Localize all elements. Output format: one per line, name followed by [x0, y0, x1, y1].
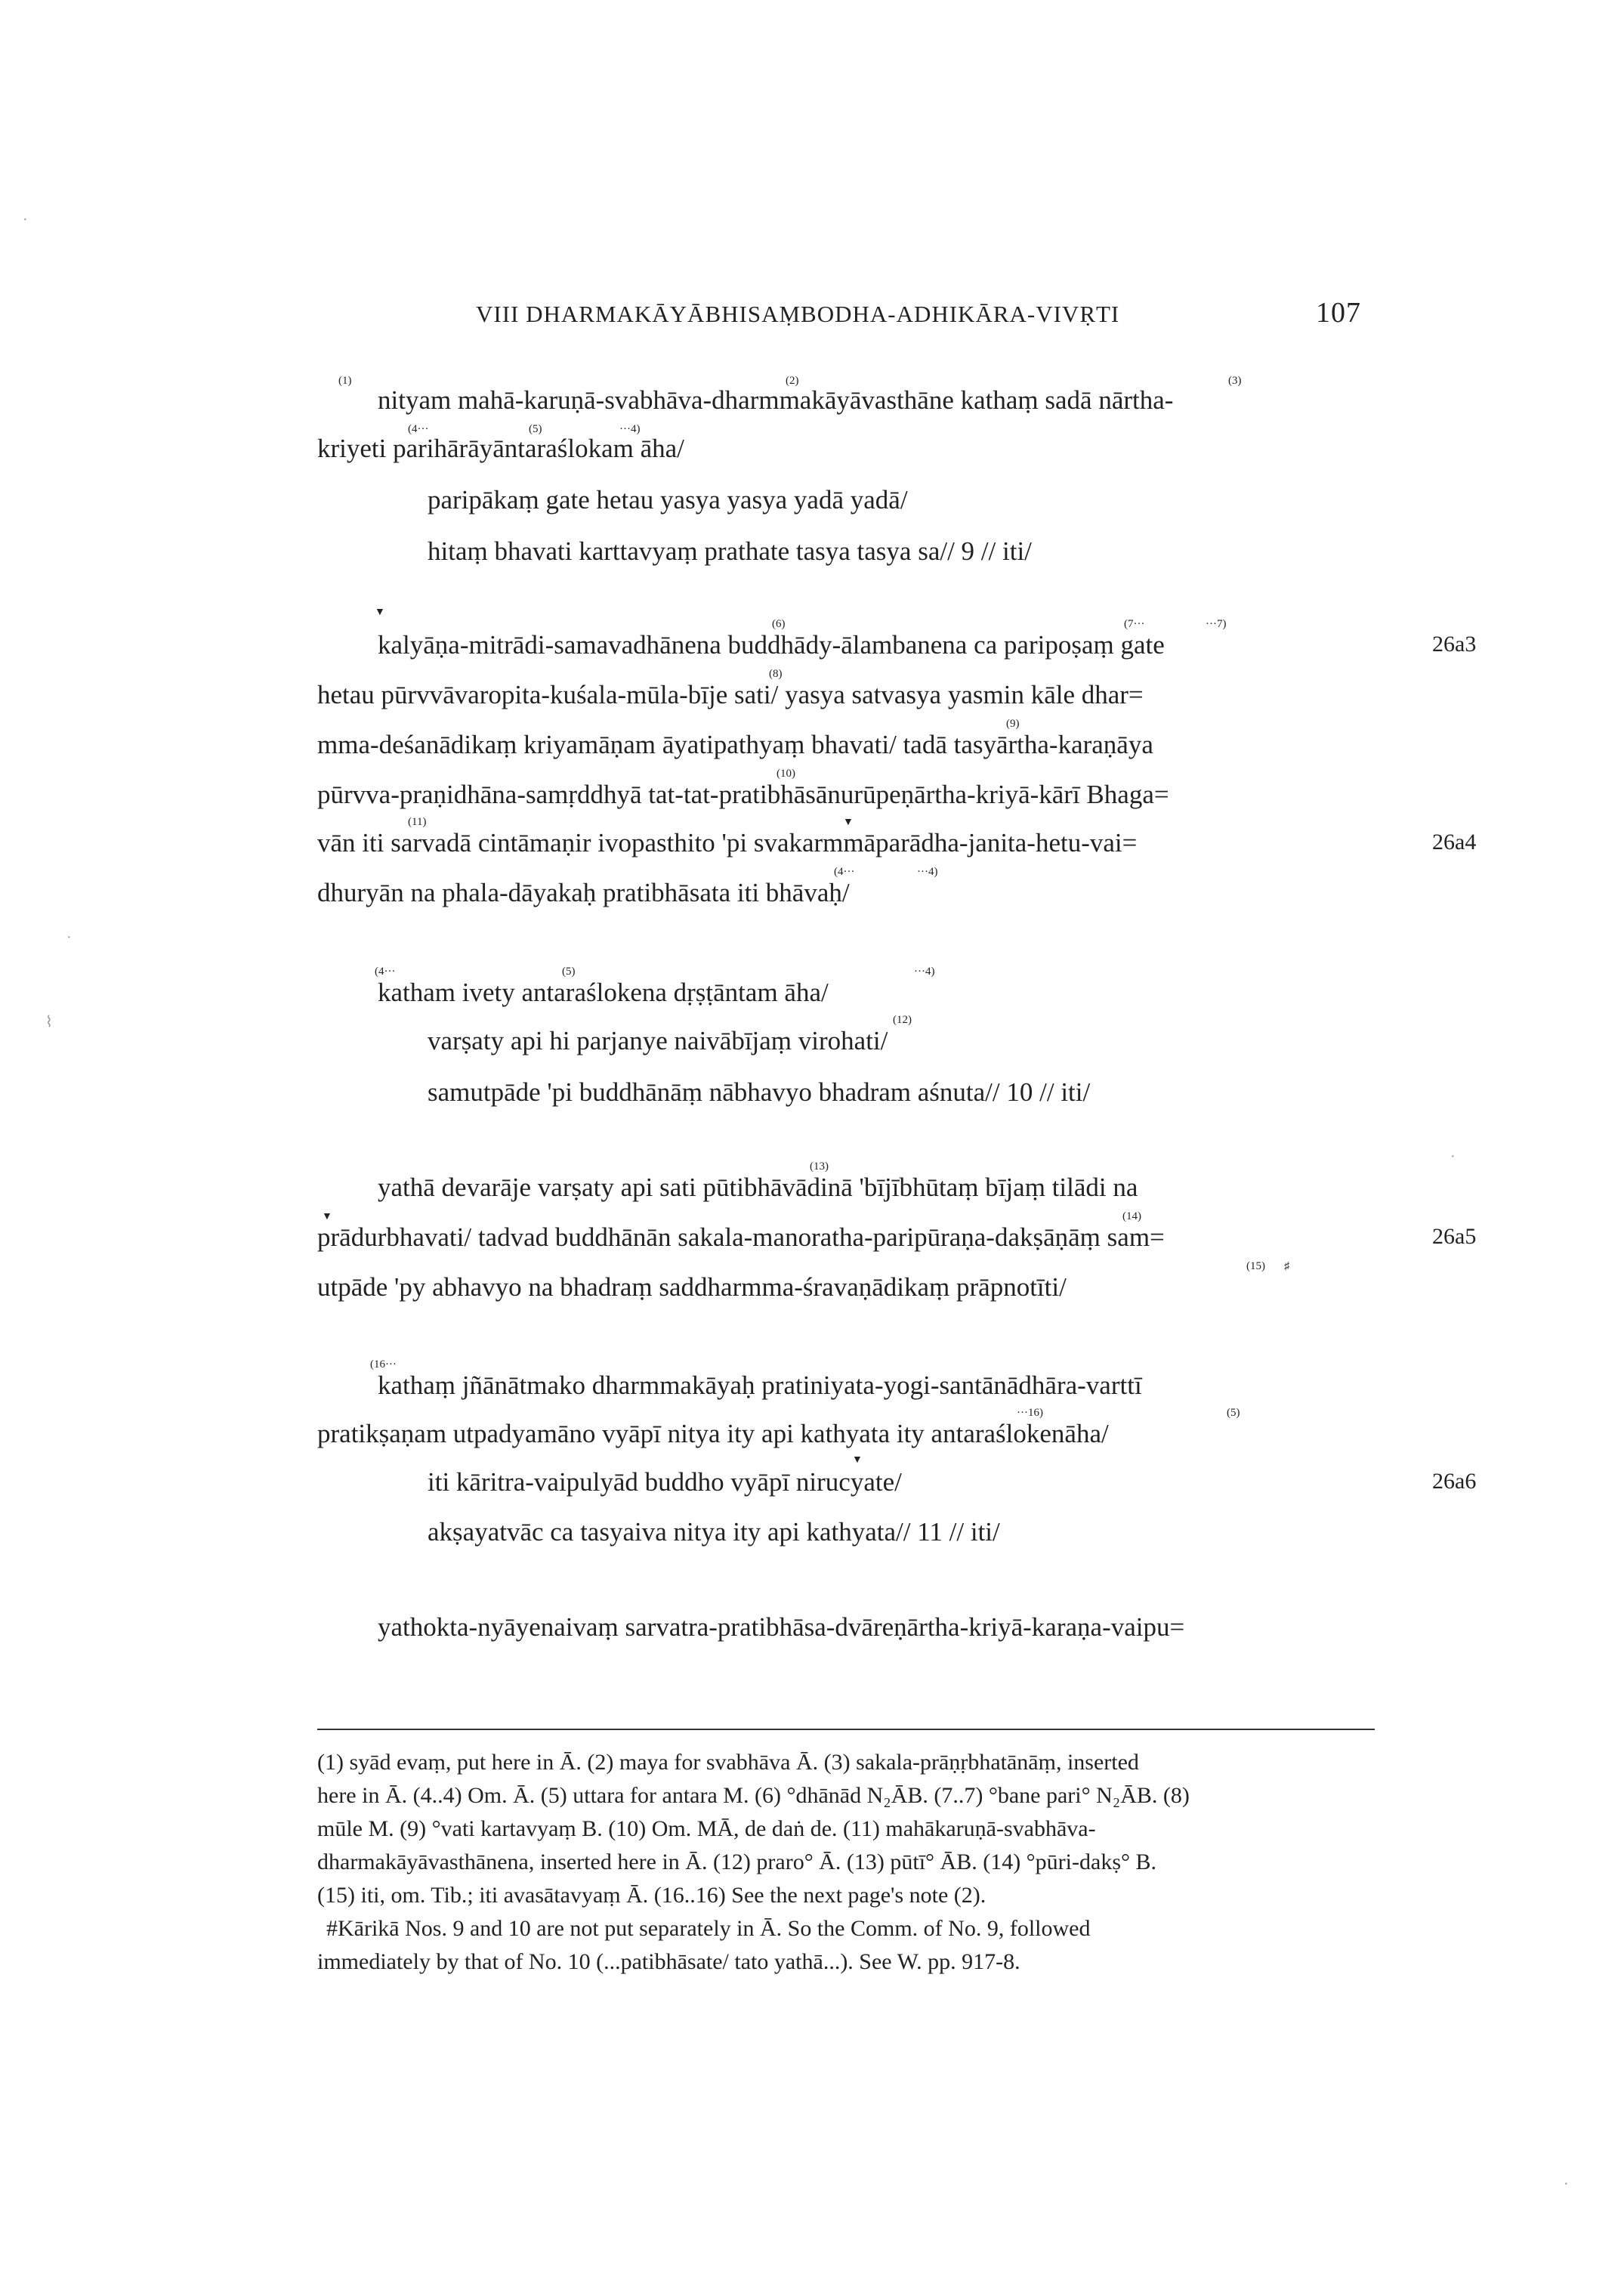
verse-line: paripākaṃ gate hetau yasya yasya yadā yadā/ [428, 485, 908, 515]
footnote-line: #Kārikā Nos. 9 and 10 are not put separately in Ā. So the Comm. of No. 9, followed [326, 1916, 1091, 1941]
footnote-line: (15) iti, om. Tib.; iti avasātavyaṃ Ā. (16..16) See the next page's note (2). [317, 1883, 986, 1908]
fn-mark: (16··· [370, 1358, 397, 1370]
text-line: pratikṣaṇam utpadyamāno vyāpī nitya ity api kathyata ity antaraślokenāha/ [317, 1419, 1109, 1448]
footnote-line: immediately by that of No. 10 (...patibhāsate/ tato yathā...). See W. pp. 917-8. [317, 1949, 1020, 1974]
scan-speck: · [1450, 1148, 1456, 1165]
footnote-line: mūle M. (9) °vati kartavyaṃ B. (10) Om. MĀ, de daṅ de. (11) mahākaruṇā-svabhāva- [317, 1816, 1096, 1841]
text-line: vān iti sarvadā cintāmaṇir ivopasthito 'pi svakarmmāparādha-janita-hetu-vai= [317, 828, 1138, 858]
fn-mark: (13) [810, 1160, 829, 1173]
fn-mark: ···7) [1206, 618, 1227, 630]
text-line: kalyāṇa-mitrādi-samavadhānena buddhādy-ālambanena ca paripoṣaṃ gate [378, 630, 1165, 660]
fn-mark: ···16) [1017, 1407, 1043, 1419]
text-line: katham ivety antaraślokena dṛṣṭāntam āha/ [378, 978, 829, 1007]
fn-mark: (8) [769, 668, 783, 680]
verse-line: akṣayatvāc ca tasyaiva nitya ity api kathyata// 11 // iti/ [428, 1517, 1000, 1547]
margin-ref: 26a6 [1432, 1469, 1477, 1494]
scan-speck: · [1564, 2176, 1569, 2192]
fn-mark: (4··· [375, 966, 396, 978]
page-number: 107 [1316, 297, 1361, 329]
text-line: utpāde 'py abhavyo na bhadraṃ saddharmma-śravaṇādikaṃ prāpnotīti/ [317, 1272, 1067, 1302]
fn-mark: ···4) [619, 423, 641, 435]
footnote-line: (1) syād evaṃ, put here in Ā. (2) maya for svabhāva Ā. (3) sakala-prāṇṛbhatānāṃ, inserted [317, 1750, 1139, 1775]
footnote-line: here in Ā. (4..4) Om. Ā. (5) uttara for antara M. (6) °dhānād N₂ĀB. (7..7) °bane pari° N₂ĀB. (8) [317, 1783, 1190, 1808]
text-line: hetau pūrvvāvaropita-kuśala-mūla-bīje sati/ yasya satvasya yasmin kāle dhar= [317, 680, 1144, 709]
fn-mark: (1) [338, 375, 352, 387]
scan-speck: · [23, 212, 28, 228]
fn-mark: (5) [562, 966, 576, 978]
text-line: nityam mahā-karuṇā-svabhāva-dharmmakāyāvasthāne kathaṃ sadā nārtha- [378, 385, 1174, 415]
fn-mark: (2) [786, 375, 799, 387]
fn-mark: (14) [1122, 1210, 1141, 1222]
fn-mark: (4··· [408, 423, 429, 435]
text-line: dhuryān na phala-dāyakaḥ pratibhāsata iti bhāvaḥ/ [317, 878, 850, 907]
scan-speck: ⌇ [45, 1014, 53, 1031]
text-line: prādurbhavati/ tadvad buddhānān sakala-manoratha-paripūraṇa-dakṣāṇāṃ sam= [317, 1222, 1165, 1252]
fn-mark: (6) [772, 618, 786, 630]
fn-mark: (5) [1227, 1407, 1240, 1419]
fn-mark: ···4) [917, 866, 938, 878]
fn-mark: (11) [408, 816, 427, 828]
marker-triangle-icon: ▼ [322, 1211, 332, 1222]
text-line: kriyeti parihārāyāntaraślokam āha/ [317, 434, 684, 463]
fn-mark: ···4) [914, 966, 935, 978]
text-line: yathokta-nyāyenaivaṃ sarvatra-pratibhāsa-dvāreṇārtha-kriyā-karaṇa-vaipu= [378, 1612, 1185, 1642]
verse-line: iti kāritra-vaipulyād buddho vyāpī nirucyate/ [428, 1467, 902, 1497]
fn-mark: (3) [1228, 375, 1242, 387]
marker-triangle-icon: ▼ [852, 1454, 863, 1466]
verse-line: hitaṃ bhavati karttavyaṃ prathate tasya tasya sa// 9 // iti/ [428, 536, 1032, 566]
footnote-line: dharmakāyāvasthānena, inserted here in Ā. (12) praro° Ā. (13) pūtī° ĀB. (14) °pūri-dakṣ° B. [317, 1849, 1156, 1874]
verse-line: varṣaty api hi parjanye naivābījaṃ virohati/ [428, 1026, 888, 1055]
marker-triangle-icon: ▼ [375, 607, 385, 618]
fn-mark: (12) [893, 1014, 912, 1026]
text-line: yathā devarāje varṣaty api sati pūtibhāvādinā 'bījībhūtaṃ bījaṃ tilādi na [378, 1173, 1138, 1202]
fn-mark: (7··· [1124, 618, 1145, 630]
text-line: pūrvva-praṇidhāna-samṛddhyā tat-tat-pratibhāsānurūpeṇārtha-kriyā-kārī Bhaga= [317, 780, 1169, 809]
fn-mark: (9) [1006, 718, 1020, 730]
margin-ref: 26a3 [1432, 632, 1477, 657]
fn-mark: (4··· [834, 866, 855, 878]
header-title: VIII DHARMAKĀYĀBHISAṂBODHA-ADHIKĀRA-VIVṚTI [476, 301, 1120, 327]
footnote-rule [317, 1729, 1375, 1730]
fn-mark: (5) [529, 423, 542, 435]
fn-mark: (15) [1246, 1260, 1265, 1272]
scan-speck: · [66, 929, 72, 946]
margin-ref: 26a5 [1432, 1224, 1477, 1249]
marker-triangle-icon: ▼ [843, 817, 854, 828]
text-line: kathaṃ jñānātmako dharmmakāyaḥ pratiniyata-yogi-santānādhāra-varttī [378, 1370, 1142, 1400]
margin-ref: 26a4 [1432, 830, 1477, 854]
text-line: mma-deśanādikaṃ kriyamāṇam āyatipathyaṃ bhavati/ tadā tasyārtha-karaṇāya [317, 730, 1153, 759]
fn-mark: (10) [776, 768, 795, 780]
marker-triangle-icon: ♯ [1284, 1261, 1289, 1272]
verse-line: samutpāde 'pi buddhānāṃ nābhavyo bhadram aśnuta// 10 // iti/ [428, 1077, 1091, 1107]
